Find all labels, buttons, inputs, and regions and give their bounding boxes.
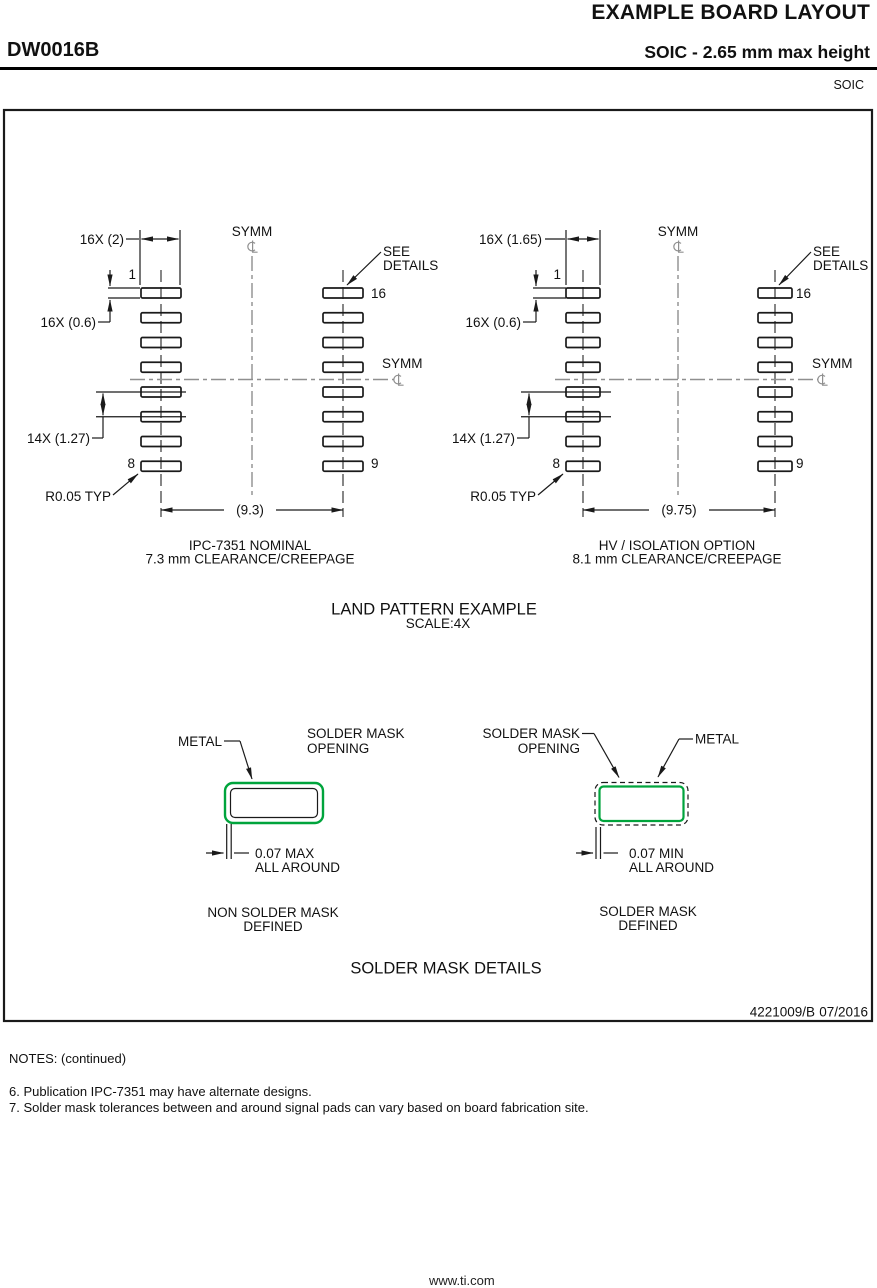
right-see-details-line2: DETAILS [813,258,869,273]
nsmd-caption-line2: DEFINED [243,919,303,934]
nsmd-dim-line1: 0.07 MAX [255,846,315,861]
left-land-pattern [27,224,438,567]
notes-heading: NOTES: (continued) [9,1051,127,1066]
nsmd-opening-line1: SOLDER MASK [307,726,405,741]
left-see-details-leader [347,252,381,285]
smd-caption-line1: SOLDER MASK [599,904,697,919]
page-title: EXAMPLE BOARD LAYOUT [591,1,870,24]
right-corner-radius-leader [538,474,563,495]
nsmd-opening-line2: OPENING [307,741,370,756]
land-pattern-title: LAND PATTERN EXAMPLE [331,600,537,619]
left-symm-top-label: SYMM [231,224,273,239]
centerline-symbol [248,241,258,253]
left-pad-width-label: 16X (2) [79,232,124,247]
left-see-details-line2: DETAILS [383,258,439,273]
solder-mask-opening-outline [600,787,684,822]
metal-pad-outline-dashed [595,783,688,826]
right-pad-width-label: 16X (1.65) [478,232,542,247]
nsmd-metal-label: METAL [177,734,222,749]
right-see-details-leader [779,252,811,285]
nsmd-clearance-dimension [206,824,249,859]
right-caption-line2: 8.1 mm CLEARANCE/CREEPAGE [572,551,782,567]
note-item: 7. Solder mask tolerances between and around signal pads can vary based on board fabrication site. [9,1099,589,1115]
notes-list [9,1084,589,1115]
right-pitch-label: 14X (1.27) [451,431,515,446]
package-subtitle: SOIC - 2.65 mm max height [644,42,870,62]
smd-caption-line2: DEFINED [618,918,678,933]
smd-opening-line1: SOLDER MASK [482,726,580,741]
nsmd-metal-leader [224,741,252,779]
smd-dim-line2: ALL AROUND [629,860,715,875]
left-caption-line1: IPC-7351 NOMINAL [188,538,312,553]
smd-metal-leader [658,739,693,777]
left-pin9-label: 9 [371,456,379,471]
left-pin1-label: 1 [128,267,136,282]
left-pitch-label: 14X (1.27) [26,431,90,446]
centerline-symbol [674,241,684,253]
left-pin8-label: 8 [127,456,135,471]
smd-opening-line2: OPENING [517,741,580,756]
doc-number: 4221009/B [749,1004,815,1020]
part-number: DW0016B [7,39,100,61]
nsmd-dim-line2: ALL AROUND [255,860,341,875]
left-corner-radius-label: R0.05 TYP [45,489,111,504]
package-type: SOIC [833,78,864,92]
smd-clearance-dimension [576,827,618,859]
right-pad-height-label: 16X (0.6) [465,315,521,330]
right-pin1-label: 1 [553,267,561,282]
left-symm-right-label: SYMM [382,356,423,371]
smd-dim-line1: 0.07 MIN [629,846,684,861]
right-pin9-label: 9 [796,456,804,471]
land-pattern-scale: SCALE:4X [405,616,471,631]
right-pin8-label: 8 [552,456,560,471]
smd-detail [482,726,739,933]
right-corner-radius-label: R0.05 TYP [470,489,536,504]
right-land-pattern [452,224,868,567]
doc-date: 07/2016 [819,1004,868,1020]
right-symm-top-label: SYMM [657,224,699,239]
nsmd-caption-line1: NON SOLDER MASK [207,905,339,920]
left-pad-height-label: 16X (0.6) [40,315,96,330]
smd-metal-label: METAL [695,731,740,747]
solder-mask-details-title: SOLDER MASK DETAILS [350,959,542,978]
right-pin16-label: 16 [796,286,812,301]
left-corner-radius-leader [113,474,138,495]
right-see-details-line1: SEE [813,244,841,259]
left-pin16-label: 16 [371,286,387,301]
nsmd-detail [178,726,405,934]
note-item: 6. Publication IPC-7351 may have alternate designs. [9,1084,312,1099]
right-symm-right-label: SYMM [812,356,853,371]
right-caption-line1: HV / ISOLATION OPTION [598,538,756,553]
left-see-details-line1: SEE [383,244,411,259]
centerline-symbol [818,374,828,386]
centerline-symbol [394,374,404,386]
right-span-label: (9.75) [661,502,697,518]
left-span-label: (9.3) [236,502,264,518]
metal-pad-outline [231,789,318,818]
website-link[interactable]: www.ti.com [429,1273,495,1288]
left-caption-line2: 7.3 mm CLEARANCE/CREEPAGE [145,551,355,567]
smd-opening-leader [582,734,619,778]
